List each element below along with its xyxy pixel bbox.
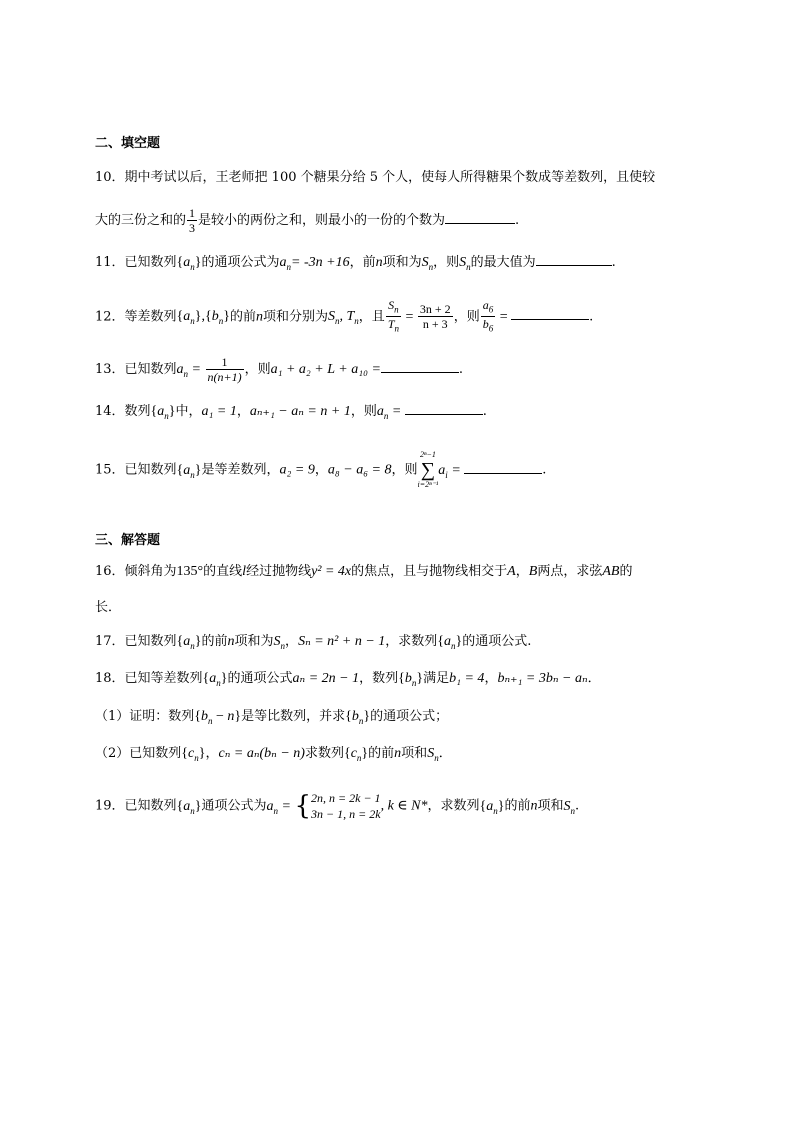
q15-a2: a₂ = 9 — [279, 462, 315, 478]
q18-formula-recurrence: bₙ₊₁ = 3bₙ − aₙ — [497, 671, 588, 686]
q11-text-a: 11．已知数列 — [95, 255, 177, 270]
q12-text-c: 项和分别为 — [262, 309, 328, 325]
question-11 — [95, 252, 616, 277]
q18-text-d: 满足 — [423, 671, 450, 686]
question-16-line-1: 16．倾斜角为135°的直线l经过抛物线y² = 4x的焦点，且与抛物线相交于A，B两点，求弦AB的 — [95, 564, 633, 579]
q13-end: . — [458, 362, 464, 377]
question-10-line-1: 10．期中考试以后，王老师把 100 个糖果分给 5 个人，使每人所得糖果个数成等差数列，且使较 — [95, 170, 656, 185]
q12-text-d: ，且 — [358, 309, 385, 325]
q12-text-b: 的前 — [229, 309, 256, 325]
q13-text-b: ，则 — [244, 362, 271, 377]
q13-frac-den: n(n+1) — [207, 370, 242, 384]
q19-text-e: 项和 — [537, 798, 564, 814]
q15-answer-blank — [464, 460, 542, 474]
q11-sn: $S_n$ — [421, 255, 434, 272]
q11-end: . — [611, 255, 616, 270]
q13-fraction — [206, 355, 244, 384]
q15-sep: ， — [314, 462, 328, 478]
q16-text-b: 的直线 — [203, 564, 243, 579]
q13-frac-num: 1 — [206, 355, 244, 370]
q15-set: $\{a_n\}$ — [176, 462, 202, 480]
q19-n: n — [530, 798, 538, 814]
q12-frac2-num: 3n + 2 — [419, 302, 451, 317]
q10-text: 大的三份之和的 — [95, 213, 187, 228]
q12-answer-blank — [511, 306, 589, 320]
q18-set-a: $\{a_n\}$ — [202, 671, 228, 688]
q10-text-b: 是较小的两份之和，则最小的一份的个数为 — [198, 213, 446, 228]
q17-text-b: 的前 — [201, 634, 228, 649]
q16-point-b: B — [528, 564, 538, 579]
section-heading-solutions: 三、解答题 — [95, 533, 161, 548]
q15-sum-lower: i=2ⁿ⁻¹ — [417, 480, 439, 489]
q18-p2-text-c: 求数列 — [304, 746, 344, 761]
q16-text-d: 的焦点，且与抛物线相交于 — [351, 564, 508, 579]
q18-p1-set-b: $\{b_n\}$ — [345, 709, 371, 726]
q17-n: n — [227, 634, 235, 649]
q10-frac-den: 3 — [189, 221, 196, 235]
q12-frac3-den: $b_6$ — [482, 317, 494, 334]
q16-text-c: 经过抛物线 — [246, 564, 312, 579]
section-heading-fill-in: 二、填空题 — [95, 136, 161, 151]
q12-end: . — [589, 309, 594, 325]
q10-answer-blank — [445, 210, 515, 224]
q14-recurrence: aₙ₊₁ − aₙ = n + 1 — [249, 404, 351, 419]
q19-set-2: $\{a_n\}$ — [479, 798, 505, 816]
q13-an: $a_n$ = — [176, 362, 205, 379]
q15-ai: $a_i$ = — [438, 462, 465, 480]
q19-case-2: 3n − 1, n = 2k — [311, 807, 381, 821]
q12-n: n — [255, 309, 263, 325]
q11-text-b: 的通项公式为 — [201, 255, 280, 270]
q18-p2-text-a: （2）已知数列 — [95, 746, 182, 761]
q18-p2-sn: $S_n$ — [427, 746, 439, 763]
q18-p2-end: ． — [438, 746, 452, 761]
q16-parabola: y² = 4x — [311, 564, 352, 579]
q12-frac1-den: $T_n$ — [387, 317, 399, 334]
q18-p2-formula: cₙ = aₙ(bₙ − n) — [218, 746, 305, 761]
q17-formula: Sₙ = n² + n − 1 — [298, 634, 386, 649]
q14-text-a: 14．数列 — [95, 404, 151, 419]
question-17 — [95, 632, 531, 656]
question-14 — [95, 401, 487, 426]
q12-frac3-num: $a_6$ — [481, 298, 496, 317]
question-18-part-1 — [95, 707, 448, 731]
q18-p2-sep: ， — [205, 746, 219, 761]
q17-sep: ， — [285, 634, 299, 649]
q13-sum: a₁ + a₂ + L + a₁₀ = — [270, 362, 381, 377]
question-18 — [95, 669, 601, 693]
q18-formula-b1: b₁ = 4 — [449, 671, 485, 686]
q18-sep: ， — [484, 671, 498, 686]
q14-an: $a_n$ = — [376, 404, 405, 421]
q16-points: A — [507, 564, 516, 579]
q17-text-e: ，求数列 — [385, 634, 438, 649]
q19-text-d: 的前 — [504, 798, 531, 814]
q19-cases — [311, 790, 381, 822]
q18-text-c: ，数列 — [359, 671, 399, 686]
q12-text-e: ，则 — [453, 309, 480, 325]
q16-text-f: 的 — [619, 564, 633, 579]
q10-fraction — [187, 206, 197, 235]
q18-p2-n: n — [394, 746, 402, 761]
q16-chord: AB — [602, 564, 620, 579]
q19-sn: $S_n$ — [563, 798, 575, 816]
q19-brace: { — [294, 791, 312, 821]
question-10-line-2 — [95, 206, 519, 235]
q11-answer-blank — [536, 252, 612, 266]
q18-p2-text-e: 项和 — [401, 746, 428, 761]
q14-text-f: ，则 — [350, 404, 377, 419]
q19-case-1: 2n, n = 2k − 1 — [311, 791, 381, 805]
q18-text-b: 的通项公式 — [227, 671, 293, 686]
q14-set: $\{a_n\}$ — [150, 404, 176, 421]
q17-set: $\{a_n\}$ — [176, 634, 202, 651]
q12-text-a: 12．等差数列 — [95, 309, 177, 325]
q10-frac-num: 1 — [189, 206, 196, 220]
q19-text-b: 通项公式为 — [201, 798, 267, 814]
q19-end: . — [575, 798, 580, 814]
q12-frac-st — [386, 298, 401, 336]
q18-formula-an: aₙ = 2n − 1 — [292, 671, 360, 686]
q10-end: . — [515, 213, 520, 228]
q12-sn-tn: $S_n$, $T_n$ — [328, 309, 359, 327]
q11-text-f: 的最大值为 — [470, 255, 536, 270]
q14-sep: ， — [236, 404, 250, 419]
q11-text-d: 项和为 — [382, 255, 422, 270]
q18-p2-text-d: 的前 — [368, 746, 395, 761]
q17-text-c: 项和为 — [234, 634, 274, 649]
q15-text-b: 是等差数列， — [201, 462, 280, 478]
q18-p1-text-a: （1）证明：数列 — [95, 709, 195, 724]
q12-frac-ratio — [418, 302, 453, 331]
q19-text-c: ，求数列 — [427, 798, 480, 814]
q18-end: ． — [587, 671, 601, 686]
q12-frac-ab — [481, 298, 496, 336]
q14-text-b: 中， — [175, 404, 202, 419]
q11-n: n — [375, 255, 383, 270]
q19-an: $a_n$ = — [266, 798, 295, 816]
q18-text-a: 18．已知等差数列 — [95, 671, 203, 686]
q17-text-a: 17．已知数列 — [95, 634, 177, 649]
q15-text-f: ，则 — [391, 462, 418, 478]
q19-set: $\{a_n\}$ — [176, 798, 202, 816]
q15-end: . — [542, 462, 547, 478]
q14-a1: a₁ = 1 — [201, 404, 237, 419]
q18-p2-set-2: $\{c_n\}$ — [343, 746, 369, 763]
q12-sets: $\{a_n\},\{b_n\}$ — [176, 309, 230, 327]
q19-condition: , k ∈ N* — [380, 798, 428, 814]
q18-set-b: $\{b_n\}$ — [398, 671, 424, 688]
q18-p2-set: $\{c_n\}$ — [181, 746, 206, 763]
q13-answer-blank — [381, 359, 459, 373]
q11-text-c: ，前 — [349, 255, 376, 270]
q12-frac2-den: n + 3 — [422, 317, 448, 332]
q15-diff: a₈ − a₆ = 8 — [327, 462, 392, 478]
q15-sum-sigma: 2ⁿ−1 ∑ i=2ⁿ⁻¹ — [417, 450, 439, 489]
q17-sn: $S_n$ — [273, 634, 286, 651]
q17-text-f: 的通项公式. — [462, 634, 532, 649]
q11-formula: = -3n +16 — [291, 255, 350, 270]
q18-p1-set: $\{b_n - n\}$ — [194, 709, 242, 726]
question-19 — [95, 790, 579, 822]
q11-sn-2: $S_n$ — [459, 255, 471, 272]
q18-p1-text-c: 的通项公式； — [370, 709, 449, 724]
q15-text-a: 15．已知数列 — [95, 462, 177, 478]
q11-an: $a_n$ — [279, 255, 292, 272]
q17-set-2: $\{a_n\}$ — [437, 634, 463, 651]
q19-text-a: 19．已知数列 — [95, 798, 177, 814]
question-15 — [95, 450, 546, 490]
q16-text-a: 16．倾斜角为 — [95, 564, 177, 579]
q16-l: l — [242, 564, 247, 579]
question-16-line-2: 长． — [95, 600, 122, 615]
q11-set-a: $\{a_n\}$ — [176, 255, 202, 272]
q14-answer-blank — [405, 401, 483, 415]
question-13 — [95, 355, 463, 384]
q14-end: . — [482, 404, 487, 419]
question-18-part-2 — [95, 744, 452, 768]
q15-sum-upper: 2ⁿ−1 — [419, 450, 436, 459]
q11-text-e: ，则 — [433, 255, 460, 270]
q13-text-a: 13．已知数列 — [95, 362, 177, 377]
q18-p1-text-b: 是等比数列，并求 — [241, 709, 346, 724]
q12-frac1-num: $S_n$ — [386, 298, 401, 317]
q16-angle: 135° — [176, 564, 204, 579]
q16-text-e: 两点，求弦 — [537, 564, 603, 579]
question-12: 12．等差数列$\{a_n\},\{b_n\}$的前n项和分别为$S_n$, $T_n$，且 $\frac{S_n}{T_n}$ = $\frac{3n + 2}{n + 3}$ ，则 $\frac{a_6}{b_6}$ = . — [95, 298, 594, 334]
